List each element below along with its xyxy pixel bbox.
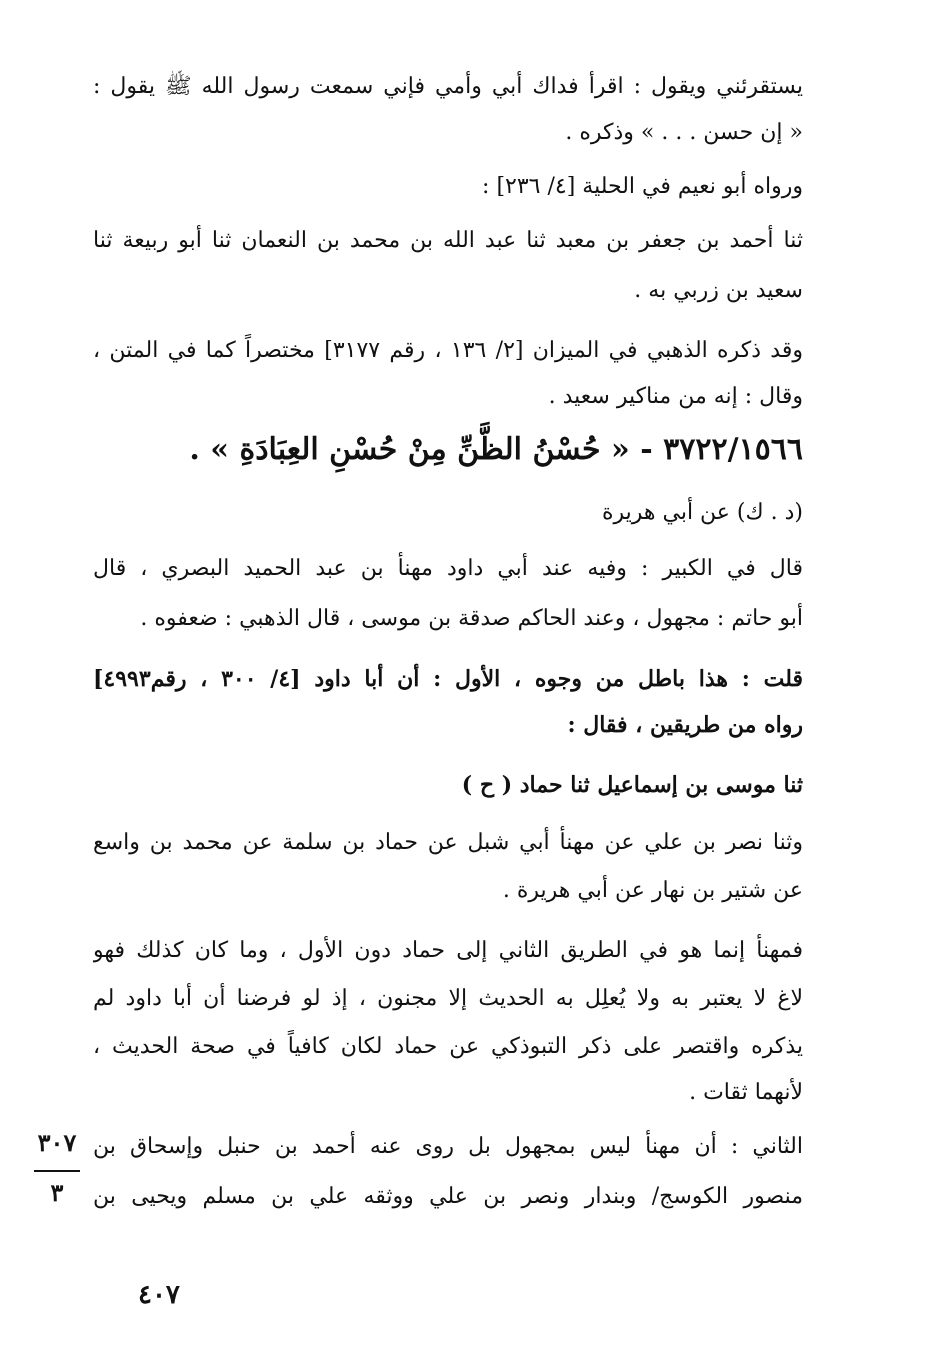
- text-line: وقال : إنه من مناكير سعيد .: [548, 384, 803, 409]
- text-line: وثنا نصر بن علي عن مهنأ أبي شبل عن حماد بن سلمة عن محمد بن واسع: [93, 830, 803, 855]
- text-line: ورواه أبو نعيم في الحلية [٤/ ٢٣٦] :: [482, 174, 803, 199]
- margin-note-top: ٣٠٧: [37, 1128, 77, 1157]
- hadith-heading: ٣٧٢٢/١٥٦٦ - « حُسْنُ الظَّنِّ مِنْ حُسْنِ العِبَادَةِ » .: [189, 432, 803, 467]
- text-line: فمهنأ إنما هو في الطريق الثاني إلى حماد دون الأول ، وما كان كذلك فهو: [93, 938, 803, 963]
- text-line: يذكره واقتصر على ذكر التبوذكي عن حماد لكان كافياً في صحة الحديث ،: [93, 1034, 803, 1059]
- text-line: ثنا موسى بن إسماعيل ثنا حماد ( ح ): [461, 772, 803, 798]
- text-line: عن شتير بن نهار عن أبي هريرة .: [502, 878, 803, 903]
- margin-note-bottom: ٣: [50, 1178, 64, 1207]
- margin-rule: [34, 1170, 80, 1172]
- text-line: منصور الكوسج/ وبندار ونصر بن علي ووثقه علي بن مسلم ويحيى بن: [93, 1184, 803, 1209]
- text-line: لاغ لا يعتبر به ولا يُعلِل به الحديث إلا مجنون ، إذ لو فرضنا أن أبا داود لم: [93, 986, 803, 1011]
- text-line: رواه من طريقين ، فقال :: [567, 712, 803, 738]
- text-line: وقد ذكره الذهبي في الميزان [٢/ ١٣٦ ، رقم ٣١٧٧] مختصراً كما في المتن ،: [93, 338, 803, 363]
- text-line: سعيد بن زربي به .: [634, 278, 803, 303]
- page-number: ٤٠٧: [138, 1280, 180, 1310]
- text-line: ثنا أحمد بن جعفر بن معبد ثنا عبد الله بن محمد بن النعمان ثنا أبو ربيعة ثنا: [93, 228, 803, 253]
- text-line: لأنهما ثقات .: [689, 1080, 803, 1105]
- text-line: أبو حاتم : مجهول ، وعند الحاكم صدقة بن موسى ، قال الذهبي : ضعفوه .: [140, 606, 803, 631]
- text-line: الثاني : أن مهنأ ليس بمجهول بل روى عنه أحمد بن حنبل وإسحاق بن: [93, 1134, 803, 1159]
- text-line: يستقرئني ويقول : اقرأ فداك أبي وأمي فإني سمعت رسول الله ﷺ يقول :: [93, 74, 803, 99]
- text-line: قلت : هذا باطل من وجوه ، الأول : أن أبا داود [٤/ ٣٠٠ ، رقم٤٩٩٣]: [93, 666, 803, 692]
- source-line: (د . ك) عن أبي هريرة: [601, 500, 803, 525]
- text-line: « إن حسن . . . » وذكره .: [565, 120, 803, 145]
- text-line: قال في الكبير : وفيه عند أبي داود مهنأ بن عبد الحميد البصري ، قال: [93, 556, 803, 581]
